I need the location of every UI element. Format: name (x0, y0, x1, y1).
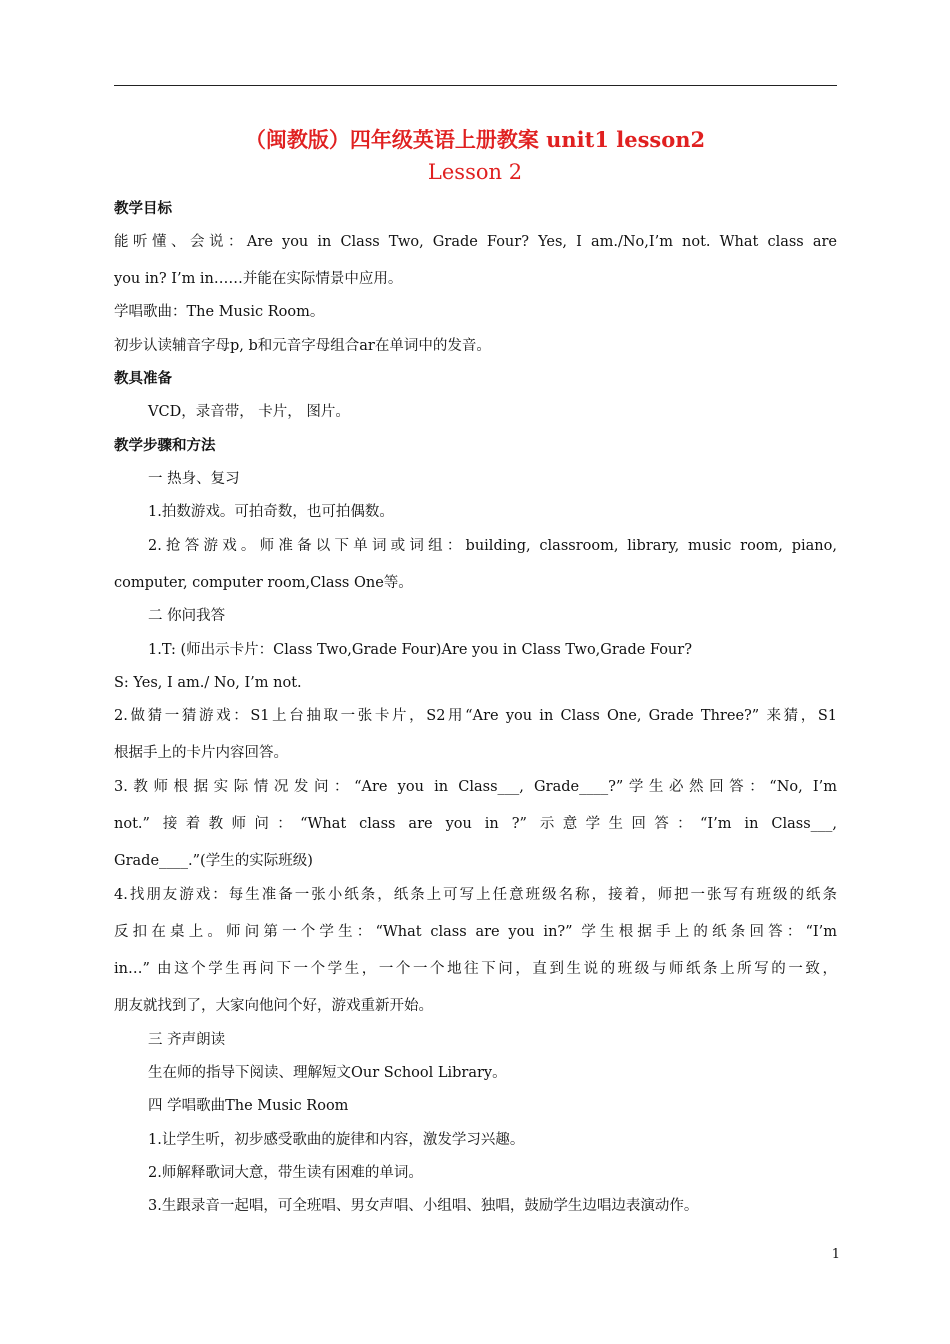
header-rule (114, 85, 837, 86)
body-line: 初步认读辅音字母p, b和元音字母组合ar在单词中的发音。 (114, 338, 491, 354)
body-line: 3.生跟录音一起唱，可全班唱、男女声唱、小组唱、独唱，鼓励学生边唱边表演动作。 (148, 1198, 699, 1214)
body-line: in…” 由这个学生再问下一个学生，一个一个地往下问，直到生说的班级与师纸条上所写的一致， (114, 961, 837, 977)
body-line: 1.T: (师出示卡片：Class Two,Grade Four)Are you in Class Two,Grade Four? (148, 642, 692, 658)
body-line: Grade____.”(学生的实际班级) (114, 853, 313, 869)
body-line: you in? I’m in……并能在实际情景中应用。 (114, 271, 403, 287)
body-line: 根据手上的卡片内容回答。 (114, 745, 288, 761)
body-line: 2.做猜一猜游戏：S1上台抽取一张卡片，S2用“Are you in Class One, Grade Three?” 来猜，S1 (114, 708, 837, 724)
body-line: 反扣在桌上。师问第一个学生：“What class are you in?” 学生根据手上的纸条回答：“I’m (114, 924, 837, 940)
page-number: 1 (831, 1247, 840, 1262)
document-subtitle: Lesson 2 (427, 160, 523, 184)
document-title: （闽教版）四年级英语上册教案 unit1 lesson2 (244, 127, 706, 152)
body-line: 2.抢答游戏。师准备以下单词或词组：building, classroom, library, music room, piano, (148, 538, 837, 554)
body-line: 2.师解释歌词大意，带生读有困难的单词。 (148, 1165, 423, 1181)
section-heading-goals: 教学目标 (114, 201, 172, 217)
subsection-heading: 二 你问我答 (148, 608, 226, 624)
subsection-heading: 四 学唱歌曲The Music Room (148, 1098, 349, 1114)
body-line: S: Yes, I am./ No, I’m not. (114, 675, 302, 691)
body-line: 1.让学生听，初步感受歌曲的旋律和内容，激发学习兴趣。 (148, 1132, 525, 1148)
body-line: computer, computer room,Class One等。 (114, 575, 413, 591)
body-line: 3.教师根据实际情况发问：“Are you in Class___, Grade____?”学生必然回答：“No, I’m (114, 779, 837, 795)
body-line: VCD，录音带， 卡片， 图片。 (148, 404, 350, 420)
section-heading-steps: 教学步骤和方法 (114, 438, 216, 454)
body-line: 1.拍数游戏。可拍奇数，也可拍偶数。 (148, 504, 394, 520)
body-line: 朋友就找到了，大家向他问个好，游戏重新开始。 (114, 998, 433, 1014)
body-line: 能听懂、会说：Are you in Class Two, Grade Four? Yes, I am./No,I’m not. What class are (114, 234, 837, 250)
body-line: 4.找朋友游戏：每生准备一张小纸条，纸条上可写上任意班级名称，接着，师把一张写有班级的纸条 (114, 887, 837, 903)
body-line: 学唱歌曲：The Music Room。 (114, 304, 325, 320)
subsection-heading: 一 热身、复习 (148, 471, 240, 487)
body-line: not.” 接着教师问：“What class are you in ?” 示意学生回答：“I’m in Class___, (114, 816, 837, 832)
section-heading-materials: 教具准备 (114, 371, 172, 387)
subsection-heading: 三 齐声朗读 (148, 1032, 226, 1048)
body-line: 生在师的指导下阅读、理解短文Our School Library。 (148, 1065, 507, 1081)
